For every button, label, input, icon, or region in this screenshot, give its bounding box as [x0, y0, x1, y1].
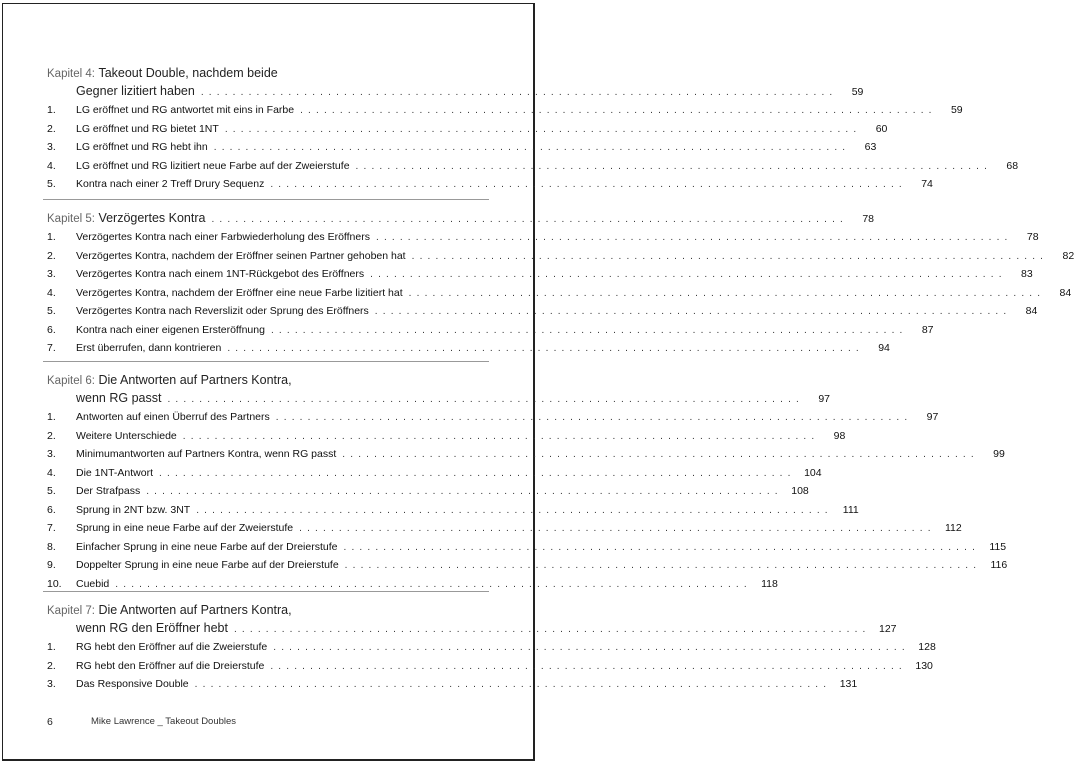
entry-page-number: 118: [761, 577, 778, 590]
entry-number: 6.: [47, 503, 56, 516]
toc-entry[interactable]: [47, 575, 778, 593]
toc-entry[interactable]: [47, 501, 859, 519]
toc-entry[interactable]: [47, 519, 962, 537]
entry-number: 8.: [47, 540, 56, 553]
entry-page-number: 68: [1006, 159, 1019, 172]
chapter-heading-line: [47, 82, 864, 100]
entry-title: LG eröffnet und RG hebt ihn: [76, 141, 208, 153]
entry-page-number: 116: [990, 559, 1008, 571]
chapter-heading-line: [47, 209, 875, 227]
entry-title: LG eröffnet und RG bietet 1NT: [76, 122, 219, 135]
entry-number: 3.: [47, 141, 56, 153]
entry-number: 4.: [47, 159, 56, 172]
leader-dots: . . . . . . . . . . . . . . . . . . . . . . . . . . . . . . . . . . . . . . . . . . . . . . . . . . . . . . . . . . . . . . . . . . . . . . . . . . . . . . . .: [411, 250, 1045, 262]
chapter-title-continued: wenn RG den Eröffner hebt: [76, 621, 228, 635]
toc-entry[interactable]: [47, 265, 1033, 283]
chapter-title: Verzögertes Kontra: [98, 211, 206, 225]
entry-title: Verzögertes Kontra nach Reverslizit oder Sprung des Eröffners: [76, 305, 369, 317]
entry-number: 1.: [47, 231, 56, 243]
entry-title: Verzögertes Kontra nach einer Farbwiederholung des Eröffners: [76, 231, 370, 243]
entry-number: 4.: [47, 466, 56, 479]
entry-page-number: 108: [791, 485, 809, 497]
entry-title: Einfacher Sprung in eine neue Farbe auf der Dreierstufe: [76, 540, 338, 553]
entry-number: 7.: [47, 522, 56, 534]
entry-title: LG eröffnet und RG lizitiert neue Farbe auf der Zweierstufe: [76, 159, 350, 172]
leader-dots: . . . . . . . . . . . . . . . . . . . . . . . . . . . . . . . . . . . . . . . . . . . . . . . . . . . . . . . . . . . . . . . . . . . . . . . . . . . . . . . .: [342, 449, 975, 460]
leader-dots: . . . . . . . . . . . . . . . . . . . . . . . . . . . . . . . . . . . . . . . . . . . . . . . . . . . . . . . . . . . . . . . . . . . . . . . . . . . . . . . .: [355, 160, 989, 172]
entry-number: 10.: [47, 577, 62, 590]
leader-dots: . . . . . . . . . . . . . . . . . . . . . . . . . . . . . . . . . . . . . . . . . . . . . . . . . . . . . . . . . . . . . . . . . . . . . . . . . . . . . . . .: [194, 679, 828, 690]
leader-dots: . . . . . . . . . . . . . . . . . . . . . . . . . . . . . . . . . . . . . . . . . . . . . . . . . . . . . . . . . . . . . . . . . . . . . . . . . . . . . . . .: [196, 504, 829, 516]
entry-number: 2.: [47, 659, 56, 672]
chapter-heading: [47, 209, 875, 227]
toc-entry[interactable]: [47, 175, 933, 193]
toc-entry[interactable]: [47, 247, 1074, 265]
toc-entry[interactable]: [47, 427, 846, 445]
entry-page-number: 98: [833, 429, 846, 442]
book-page: [2, 3, 1074, 761]
chapter-heading: [47, 601, 897, 637]
leader-dots: . . . . . . . . . . . . . . . . . . . . . . . . . . . . . . . . . . . . . . . . . . . . . . . . . . . . . . . . . . . . . . . . . . . . . . . . . . . . . . . .: [224, 123, 858, 135]
chapter-title-continued: wenn RG passt: [76, 391, 162, 405]
leader-dots: . . . . . . . . . . . . . . . . . . . . . . . . . . . . . . . . . . . . . . . . . . . . . . . . . . . . . . . . . . . . . . . . . . . . . . . . . . . . . . . .: [273, 642, 906, 653]
entry-number: 3.: [47, 448, 56, 460]
entry-number: 1.: [47, 411, 56, 423]
toc-entry[interactable]: [47, 302, 1038, 320]
entry-page-number: 104: [804, 466, 822, 479]
chapter-label: Kapitel 5:: [47, 213, 95, 225]
entry-number: 9.: [47, 559, 56, 571]
chapter-heading: [47, 64, 864, 100]
page-footer: [47, 716, 236, 728]
entry-title: Sprung in eine neue Farbe auf der Zweierstufe: [76, 522, 294, 534]
chapter-label: Kapitel 6:: [47, 375, 95, 387]
leader-dots: . . . . . . . . . . . . . . . . . . . . . . . . . . . . . . . . . . . . . . . . . . . . . . . . . . . . . . . . . . . . . . . . . . . . . . . . . . . . . . . .: [275, 412, 909, 423]
entry-number: 7.: [47, 342, 56, 354]
entry-title: LG eröffnet und RG antwortet mit eins in Farbe: [76, 104, 295, 116]
leader-dots: . . . . . . . . . . . . . . . . . . . . . . . . . . . . . . . . . . . . . . . . . . . . . . . . . . . . . . . . . . . . . . . . . . . . . . . . . . . . . . . .: [270, 179, 903, 190]
chapter-page-number: 127: [878, 623, 897, 635]
leader-dots: . . . . . . . . . . . . . . . . . . . . . . . . . . . . . . . . . . . . . . . . . . . . . . . . . . . . . . . . . . . . . . . . . . . . . . . . . . . . . . . .: [343, 541, 977, 553]
chapter-page-number: 97: [818, 393, 831, 405]
leader-dots: . . . . . . . . . . . . . . . . . . . . . . . . . . . . . . . . . . . . . . . . . . . . . . . . . . . . . . . . . . . . . . . . . . . . . . . . . . . . . . . .: [344, 560, 978, 571]
entry-page-number: 111: [842, 503, 859, 516]
toc-entry[interactable]: [47, 675, 858, 693]
entry-title: Weitere Unterschiede: [76, 429, 177, 442]
entry-title: Doppelter Sprung in eine neue Farbe auf der Dreierstufe: [76, 559, 339, 571]
chapter-heading-line: [47, 619, 897, 637]
entry-title: Antworten auf einen Überruf des Partners: [76, 411, 270, 423]
toc-entry[interactable]: [47, 638, 936, 656]
entry-page-number: 84: [1025, 305, 1038, 317]
entry-page-number: 83: [1021, 268, 1033, 280]
chapter-label: Kapitel 4:: [47, 68, 95, 80]
entry-number: 5.: [47, 178, 56, 190]
entry-title: Kontra nach einer 2 Treff Drury Sequenz: [76, 178, 265, 190]
entry-page-number: 78: [1026, 231, 1039, 243]
entry-title: Kontra nach einer eigenen Ersteröffnung: [76, 323, 265, 336]
entry-title: RG hebt den Eröffner auf die Dreierstufe: [76, 659, 265, 672]
chapter-heading-line: [47, 371, 483, 389]
entry-number: 5.: [47, 485, 56, 497]
leader-dots: . . . . . . . . . . . . . . . . . . . . . . . . . . . . . . . . . . . . . . . . . . . . . . . . . . . . . . . . . . . . . . . . . . . . . . . . . . . . . . . .: [211, 214, 845, 225]
toc-entry[interactable]: [47, 321, 934, 339]
entry-title: Cuebid: [76, 577, 110, 590]
footer-page-number: 6: [47, 716, 53, 728]
toc-entry[interactable]: [47, 445, 1005, 463]
entry-title: Erst überrufen, dann kontrieren: [76, 342, 222, 354]
entry-title: Verzögertes Kontra nach einem 1NT-Rückgebot des Eröffners: [76, 268, 365, 280]
entry-title: Verzögertes Kontra, nachdem der Eröffner seinen Partner gehoben hat: [76, 249, 406, 262]
entry-page-number: 115: [989, 540, 1007, 553]
entry-page-number: 131: [839, 678, 858, 690]
entry-page-number: 60: [875, 122, 888, 135]
entry-number: 3.: [47, 678, 56, 690]
leader-dots: . . . . . . . . . . . . . . . . . . . . . . . . . . . . . . . . . . . . . . . . . . . . . . . . . . . . . . . . . . . . . . . . . . . . . . . . . . . . . . . .: [370, 269, 1003, 280]
toc-entry[interactable]: [47, 157, 1019, 175]
leader-dots: . . . . . . . . . . . . . . . . . . . . . . . . . . . . . . . . . . . . . . . . . . . . . . . . . . . . . . . . . . . . . . . . . . . . . . . . . . . . . . . .: [375, 232, 1009, 243]
leader-dots: . . . . . . . . . . . . . . . . . . . . . . . . . . . . . . . . . . . . . . . . . . . . . . . . . . . . . . . . . . . . . . . . . . . . . . . . . . . . . . . .: [159, 467, 792, 479]
leader-dots: . . . . . . . . . . . . . . . . . . . . . . . . . . . . . . . . . . . . . . . . . . . . . . . . . . . . . . . . . . . . . . . . . . . . . . . . . . . . . . . .: [167, 394, 801, 405]
entry-page-number: 130: [915, 659, 933, 672]
toc-entry[interactable]: [47, 138, 877, 156]
entry-number: 1.: [47, 641, 56, 653]
entry-page-number: 97: [926, 411, 939, 423]
entry-page-number: 87: [921, 323, 934, 336]
entry-number: 6.: [47, 323, 56, 336]
leader-dots: . . . . . . . . . . . . . . . . . . . . . . . . . . . . . . . . . . . . . . . . . . . . . . . . . . . . . . . . . . . . . . . . . . . . . . . . . . . . . . . .: [374, 306, 1008, 317]
entry-title: Die 1NT-Antwort: [76, 466, 154, 479]
entry-page-number: 63: [864, 141, 877, 153]
leader-dots: . . . . . . . . . . . . . . . . . . . . . . . . . . . . . . . . . . . . . . . . . . . . . . . . . . . . . . . . . . . . . . . . . . . . . . . . . . . . . . . .: [408, 287, 1042, 299]
entry-number: 5.: [47, 305, 56, 317]
entry-page-number: 84: [1059, 286, 1072, 299]
chapter-heading: [47, 371, 831, 407]
entry-number: 2.: [47, 429, 56, 442]
toc-entry[interactable]: [47, 657, 933, 675]
chapter-title: Die Antworten auf Partners Kontra,: [98, 603, 292, 617]
entry-title: Sprung in 2NT bzw. 3NT: [76, 503, 191, 516]
entry-title: Das Responsive Double: [76, 678, 189, 690]
leader-dots: . . . . . . . . . . . . . . . . . . . . . . . . . . . . . . . . . . . . . . . . . . . . . . . . . . . . . . . . . . . . . . . . . . . . . . . . . . . . . . . .: [146, 486, 779, 497]
leader-dots: . . . . . . . . . . . . . . . . . . . . . . . . . . . . . . . . . . . . . . . . . . . . . . . . . . . . . . . . . . . . . . . . . . . . . . . . . . . . . . . .: [300, 105, 933, 116]
entry-title: Der Strafpass: [76, 485, 141, 497]
toc-entry[interactable]: [47, 284, 1072, 302]
chapter-title-continued: Gegner lizitiert haben: [76, 84, 195, 98]
leader-dots: . . . . . . . . . . . . . . . . . . . . . . . . . . . . . . . . . . . . . . . . . . . . . . . . . . . . . . . . . . . . . . . . . . . . . . . . . . . . . . . .: [227, 343, 860, 354]
entry-title: Verzögertes Kontra, nachdem der Eröffner eine neue Farbe lizitiert hat: [76, 286, 403, 299]
chapter-heading-line: [47, 601, 483, 619]
leader-dots: . . . . . . . . . . . . . . . . . . . . . . . . . . . . . . . . . . . . . . . . . . . . . . . . . . . . . . . . . . . . . . . . . . . . . . . . . . . . . . . .: [233, 624, 867, 635]
toc-entry[interactable]: [47, 464, 822, 482]
entry-number: 2.: [47, 249, 56, 262]
entry-page-number: 82: [1062, 249, 1074, 262]
entry-page-number: 128: [918, 641, 936, 653]
entry-number: 1.: [47, 104, 56, 116]
entry-page-number: 99: [993, 448, 1005, 460]
entry-number: 4.: [47, 286, 56, 299]
chapter-divider: [43, 361, 489, 362]
chapter-heading-line: [47, 389, 831, 407]
leader-dots: . . . . . . . . . . . . . . . . . . . . . . . . . . . . . . . . . . . . . . . . . . . . . . . . . . . . . . . . . . . . . . . . . . . . . . . . . . . . . . . .: [115, 578, 748, 590]
leader-dots: . . . . . . . . . . . . . . . . . . . . . . . . . . . . . . . . . . . . . . . . . . . . . . . . . . . . . . . . . . . . . . . . . . . . . . . . . . . . . . . .: [270, 324, 904, 336]
chapter-title: Die Antworten auf Partners Kontra,: [98, 373, 292, 387]
toc-entry[interactable]: [47, 339, 890, 357]
toc-entry[interactable]: [47, 120, 888, 138]
toc-entry[interactable]: [47, 538, 1007, 556]
chapter-divider: [43, 199, 489, 200]
entry-page-number: 112: [944, 522, 962, 534]
leader-dots: . . . . . . . . . . . . . . . . . . . . . . . . . . . . . . . . . . . . . . . . . . . . . . . . . . . . . . . . . . . . . . . . . . . . . . . . . . . . . . . .: [200, 87, 834, 98]
leader-dots: . . . . . . . . . . . . . . . . . . . . . . . . . . . . . . . . . . . . . . . . . . . . . . . . . . . . . . . . . . . . . . . . . . . . . . . . . . . . . . . .: [270, 660, 903, 672]
leader-dots: . . . . . . . . . . . . . . . . . . . . . . . . . . . . . . . . . . . . . . . . . . . . . . . . . . . . . . . . . . . . . . . . . . . . . . . . . . . . . . . .: [182, 430, 816, 442]
toc-entry[interactable]: [47, 482, 809, 500]
entry-page-number: 94: [878, 342, 890, 354]
chapter-page-number: 59: [851, 86, 864, 98]
entry-number: 3.: [47, 268, 56, 280]
chapter-title: Takeout Double, nachdem beide: [98, 66, 278, 80]
toc-entry[interactable]: [47, 228, 1039, 246]
footer-author-title: Mike Lawrence _ Takeout Doubles: [91, 716, 237, 727]
entry-page-number: 74: [921, 178, 933, 190]
toc-entry[interactable]: [47, 556, 1008, 574]
toc-entry[interactable]: [47, 408, 939, 426]
entry-title: Minimumantworten auf Partners Kontra, wenn RG passt: [76, 448, 337, 460]
entry-number: 2.: [47, 122, 56, 135]
entry-page-number: 59: [950, 104, 963, 116]
chapter-page-number: 78: [862, 213, 875, 225]
toc-entry[interactable]: [47, 101, 963, 119]
leader-dots: . . . . . . . . . . . . . . . . . . . . . . . . . . . . . . . . . . . . . . . . . . . . . . . . . . . . . . . . . . . . . . . . . . . . . . . . . . . . . . . .: [213, 142, 847, 153]
chapter-label: Kapitel 7:: [47, 605, 95, 617]
leader-dots: . . . . . . . . . . . . . . . . . . . . . . . . . . . . . . . . . . . . . . . . . . . . . . . . . . . . . . . . . . . . . . . . . . . . . . . . . . . . . . . .: [299, 523, 932, 534]
chapter-divider: [43, 591, 489, 592]
chapter-heading-line: [47, 64, 483, 82]
entry-title: RG hebt den Eröffner auf die Zweierstufe: [76, 641, 268, 653]
